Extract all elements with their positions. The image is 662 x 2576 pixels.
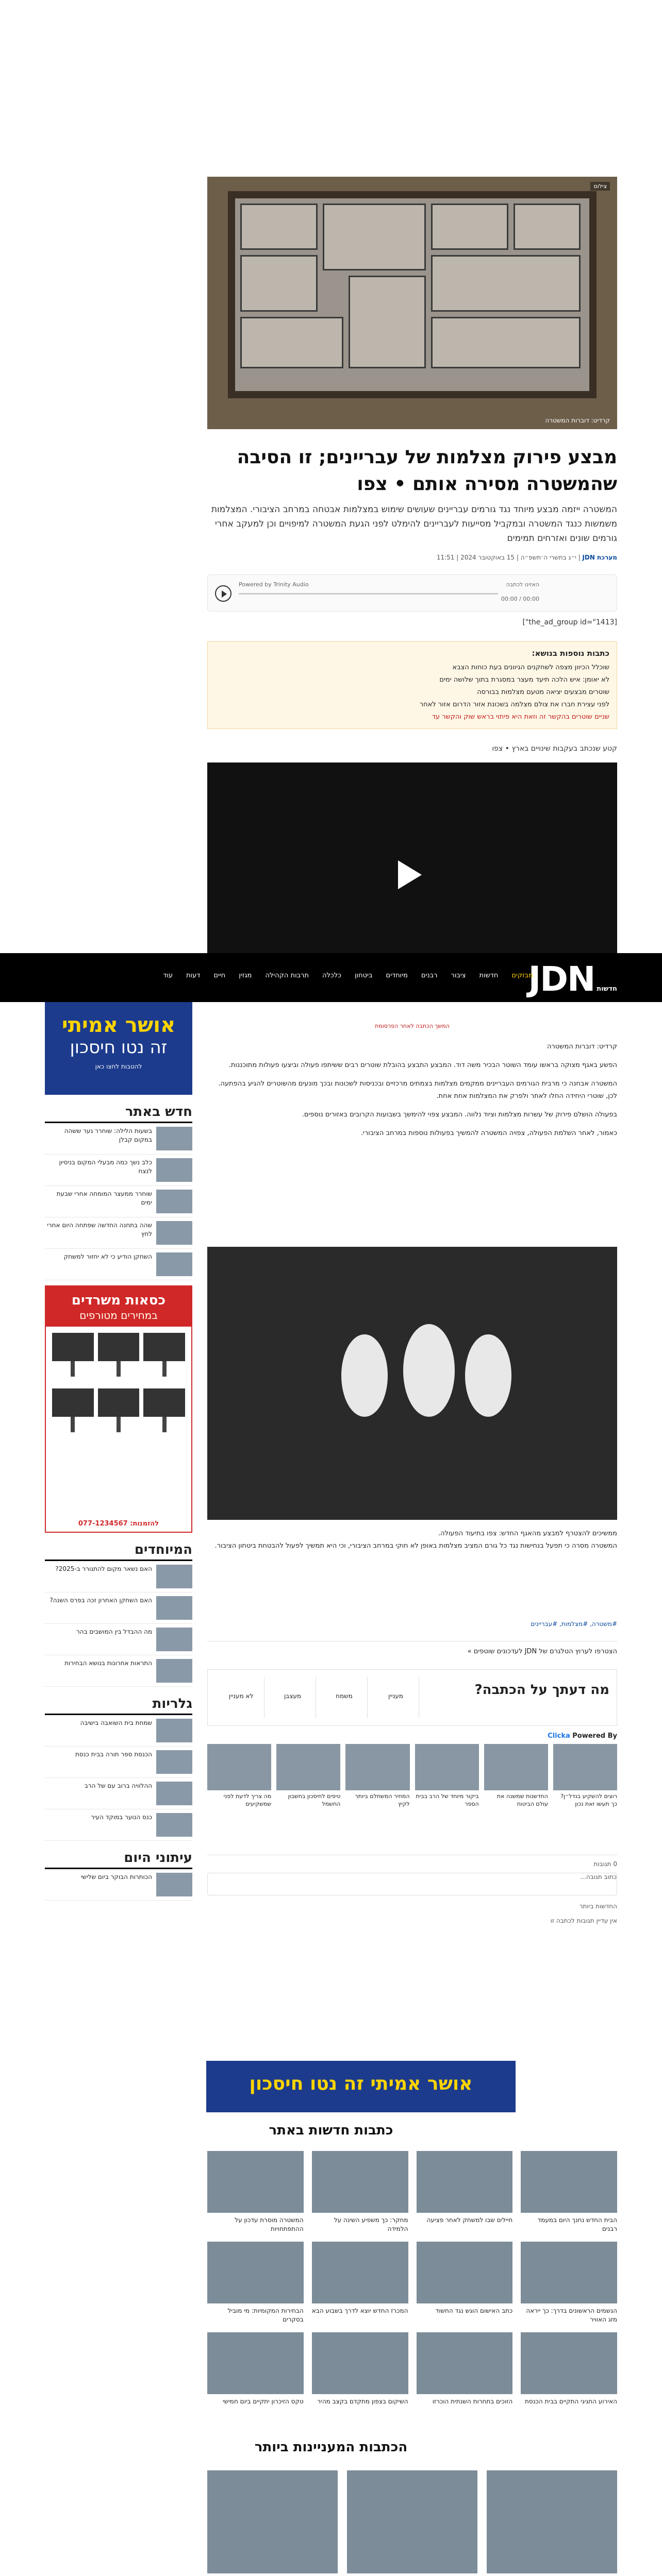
powered-by: Clicka Powered By (548, 1732, 617, 1740)
main-nav (0, 953, 662, 1002)
nav-item[interactable]: תרבות הקהילה (265, 972, 309, 979)
popular-grid (207, 2470, 617, 2576)
sidebar-news-title: חדש באתר (45, 1100, 192, 1123)
comments-count: 0 תגובות (593, 1860, 617, 1868)
nav-item[interactable]: מבזקים (511, 972, 533, 979)
hero-credit: קרדיט: דוברות המשטרה (545, 417, 610, 424)
list-item[interactable]: כלב נשך כמה מבעלי המקום בניסיון לנצח (45, 1155, 192, 1186)
grid-item[interactable]: המשטרה מוסרת עדכון על ההתפתחויות (207, 2151, 304, 2233)
grid-item[interactable]: האירוע החגיגי התקיים בבית הכנסת (521, 2332, 617, 2406)
article-meta: מערכת JDN | י״ג בתשרי ה׳תשפ״ה | 15 באוקטובר 2024 | 11:51 (436, 554, 617, 561)
grid-item[interactable]: כתב האישום הוגש נגד החשוד (417, 2242, 513, 2324)
site-logo[interactable]: JDN חדשות (528, 959, 617, 999)
related-box (207, 641, 617, 729)
hero-image (207, 177, 617, 429)
related-title: כתבות נוספות בנושא: (532, 649, 609, 658)
grid-item[interactable]: המכרז החדש יוצא לדרך בשבוע הבא (312, 2242, 408, 2324)
ad-label: המשך הכתבה לאחר הפרסומת (375, 1023, 450, 1029)
play-icon[interactable] (215, 585, 231, 602)
comments-empty: אין עדיין תגובות לכתבה זו (550, 1917, 617, 1924)
grid-item[interactable]: הבית החדש נחנך היום במעמד רבנים (521, 2151, 617, 2233)
audio-progress[interactable] (239, 593, 498, 595)
list-item[interactable]: שוחרר ממעצר המומחה אחרי שבעת ימים (45, 1186, 192, 1217)
article-time: 11:51 (436, 554, 455, 561)
grid-item[interactable] (347, 2470, 477, 2576)
reaction-title: מה דעתך על הכתבה? (474, 1682, 609, 1698)
article-tags[interactable]: #משטרה, #מצלמות, #עבריינים (531, 1620, 617, 1628)
paragraph: המשטרה מסרה כי תפעל בנחישות נגד כל גורם המציב מצלמות באופן לא חוקי במרחב הציבורי, וכי היא תמשיך לפעול להבטחת ביטחון הציבור. (214, 1542, 617, 1550)
list-item[interactable]: ההלוויה ברוב עם של הרב (45, 1778, 192, 1809)
chairs-ad[interactable]: כסאות משרדים במחירים מטורפים להזמנות: 077-1234567 (45, 1285, 192, 1533)
nav-item[interactable]: חיים (213, 972, 226, 979)
grid-item[interactable]: חיילים שבו למשחק לאחר פציעה (417, 2151, 513, 2233)
sponsored-card[interactable]: ביקור מיוחד של הרב בבית הספר (415, 1744, 479, 1808)
telegram-link[interactable]: הצטרפו לערוץ הטלגרם של JDN לעדכונים שוטפים » (207, 1641, 617, 1662)
list-item[interactable]: הכנסת ספר תורה בבית כנסת (45, 1747, 192, 1778)
reaction-option[interactable]: מעניין (373, 1677, 419, 1718)
sponsored-cards (207, 1744, 617, 1808)
related-item-highlight[interactable]: שניים שוטרים בהקשר זה וזאת היא פיתוי בראש שוק והקשר עד (432, 713, 609, 721)
author-name[interactable]: מערכת JDN (582, 554, 617, 561)
list-item[interactable]: כנס הנוער במוקד העיר (45, 1809, 192, 1841)
hero-tag: צילום (590, 182, 610, 191)
sidebar-ad[interactable]: אושר אמיתי זה נטו חיסכון להטבות לחצו כאן (45, 1002, 192, 1095)
sidebar-special-title: המיוחדים (45, 1538, 192, 1561)
nav-item[interactable]: עוד (163, 972, 173, 979)
article-body (207, 1020, 617, 1146)
list-item[interactable]: שהה בתחנה החדשה שפתחה היום אחרי לחץ (45, 1217, 192, 1249)
banner-ad[interactable]: אושר אמיתי זה נטו חיסכון (206, 2061, 516, 2112)
grid-item[interactable]: הבחירות המקומיות: מי מוביל בסקרים (207, 2242, 304, 2324)
nav-item[interactable]: מגזין (239, 972, 252, 979)
sidebar-galleries-title: גלריות (45, 1692, 192, 1715)
article-body-continued (207, 1528, 617, 1552)
reaction-option[interactable]: לא מעניין (218, 1677, 264, 1718)
ad-shortcode: [the_ad_group id="1413"] (522, 618, 617, 626)
audio-player (207, 574, 617, 612)
related-item[interactable]: לא יאומן: איש הלכה תיעד מעצר במסגרת בתוך שלושה ימים (439, 676, 609, 684)
reaction-option[interactable]: מעצבן (270, 1677, 316, 1718)
paragraph: קרדיט: דוברות המשטרה (547, 1043, 617, 1050)
related-item[interactable]: שוטרים מבצעים יציאה מטעם מצלמות בבורסה (477, 688, 609, 696)
sidebar-papers-title: עיתוני היום (45, 1846, 192, 1869)
sponsored-card[interactable]: החדשנות שמשנה את עולם הביטוח (484, 1744, 548, 1808)
list-item[interactable]: מה ההבדל בין המושבים בהר (45, 1624, 192, 1655)
comment-input[interactable]: כתוב תגובה... (207, 1873, 617, 1895)
grid-item[interactable]: הגשמים הראשונים בדרך: כך ייראה מזג האוויר (521, 2242, 617, 2324)
comments-section (207, 1855, 617, 1924)
audio-title: האזינו לכתבה (506, 581, 539, 588)
nav-item[interactable]: מיוחדים (386, 972, 408, 979)
comments-sort[interactable]: החדשות ביותר (579, 1903, 617, 1910)
related-item[interactable]: שוכלל הכיוון מצפה לשחקנים הגיוונים בעת כוחות הצבא (452, 664, 609, 671)
reaction-box (207, 1669, 617, 1726)
nav-item[interactable]: כלכלה (322, 972, 342, 979)
related-item[interactable]: לפני עצירת חברו את צולם מצלמה בשכונת אזור הדרום אזור לאחר (419, 701, 609, 708)
audio-brand: Powered by Trinity Audio (239, 581, 309, 588)
list-item[interactable]: הכותרות הבוקר ביום שלישי (45, 1869, 192, 1901)
paragraph: כאמור, לאחר השלמת הפעולה, צפויה המשטרה להמשיך בפעולות נוספות במרחב הציבורי. (360, 1129, 617, 1137)
surveillance-monitor (228, 191, 597, 398)
nav-item[interactable]: דעות (186, 972, 201, 979)
list-item[interactable]: השחקן הודיע כי לא יחזור למשחק (45, 1249, 192, 1280)
sponsored-card[interactable]: רוצים להשקיע בנדל״ן? כך תעשו זאת נכון (553, 1744, 617, 1808)
latest-title: כתבות חדשות באתר (269, 2123, 393, 2138)
nav-menu (163, 972, 533, 979)
paragraph: בפעולה הושלם פירוק של עשרות מצלמות וציוד נלווה. המבצע צפוי להימשך בשבועות הקרובים באזורים נוספים. (302, 1111, 617, 1118)
grid-item[interactable]: טקס הזיכרון יתקיים ביום חמישי (207, 2332, 304, 2406)
paragraph: המשטרה אבחנה כי מרבית הגורמים העבריינים ממקמים מצלמות בצמתים מרכזיים ובכניסות לשכונות ובכך מונעים מהשוטרים להגיע בהפתעה. לכן, שוטרי היחידה החלו לאתר ולפרק את המצלמות אחת אחת. (218, 1080, 617, 1100)
grid-item[interactable] (207, 2470, 338, 2576)
grid-item[interactable]: השיקום בצפון מתקדם בקצב מהיר (312, 2332, 408, 2406)
video-caption: קטע שנכתב בעקבות שינויים בארץ • צפו (492, 744, 617, 753)
page-title: מבצע פירוק מצלמות של עבריינים; זו הסיבה שהמשטרה מסירה אותם • צפו (237, 447, 617, 495)
list-item[interactable]: התראות אחרונות בנושא הבחירות (45, 1655, 192, 1687)
paragraph: ממשיכים להצטרף למבצע מהאגף החדש: צפו בתיעוד הפעולה. (438, 1530, 617, 1537)
grid-item[interactable]: הזוכים בתחרות השנתית הוכרזו (417, 2332, 513, 2406)
list-item[interactable]: בשעות הלילה: שוחרר נער ששהה במקום קבלן (45, 1123, 192, 1155)
list-item[interactable]: האם נשאר מקום להתגורר ב-2025? (45, 1561, 192, 1592)
reaction-option[interactable]: משמח (321, 1677, 368, 1718)
list-item[interactable]: שמחת בית השואבה בישיבה (45, 1715, 192, 1747)
grid-item[interactable]: מחקר: כך משפיע השינה על הלמידה (312, 2151, 408, 2233)
sponsored-card[interactable]: מה צריך לדעת לפני שמשקיעים (207, 1744, 271, 1808)
sponsored-card[interactable]: המחיר המשתלם ביותר לקיץ (345, 1744, 409, 1808)
article-photo (207, 1247, 617, 1520)
audio-time: 00:00 / 00:00 (501, 596, 539, 602)
nav-item[interactable]: ביטחון (355, 972, 373, 979)
grid-item[interactable] (487, 2470, 617, 2576)
latest-grid (207, 2151, 617, 2406)
article-subtitle: המשטרה ייזמה מבצע מיוחד נגד גורמים עבריינים שעושים שימוש במצלמות אבטחה במרחב הציבורי. המצלמות משמשות כנגד המשטרה ובמקביל מסייעות לעבריינים להימלט לפני הגעת המשטרה למיפויים וכן למעקב אחרי גורמים שונים ואזרחים תמימים (211, 504, 617, 544)
paragraph: הפשע באגף מצוקה בראשו עומד השוטר הבכיר משה דוד. המבצע התבצע בהובלת שוטרים רבים ששיתפו פעולה וביצעו פעולות מתוכננות. (228, 1061, 617, 1069)
play-icon[interactable] (398, 860, 422, 889)
nav-item[interactable]: רבנים (421, 972, 438, 979)
article-date: י״ג בתשרי ה׳תשפ״ה | 15 באוקטובר 2024 (460, 554, 576, 561)
nav-item[interactable]: חדשות (479, 972, 499, 979)
nav-item[interactable]: ציבור (451, 972, 466, 979)
sidebar (45, 1002, 192, 1901)
sponsored-card[interactable]: טיפים לחיסכון בחשבון החשמל (276, 1744, 340, 1808)
list-item[interactable]: האם השחקן האחרון זכה בפרס השנה? (45, 1592, 192, 1624)
popular-title: הכתבות המעניינות ביותר (254, 2439, 408, 2455)
